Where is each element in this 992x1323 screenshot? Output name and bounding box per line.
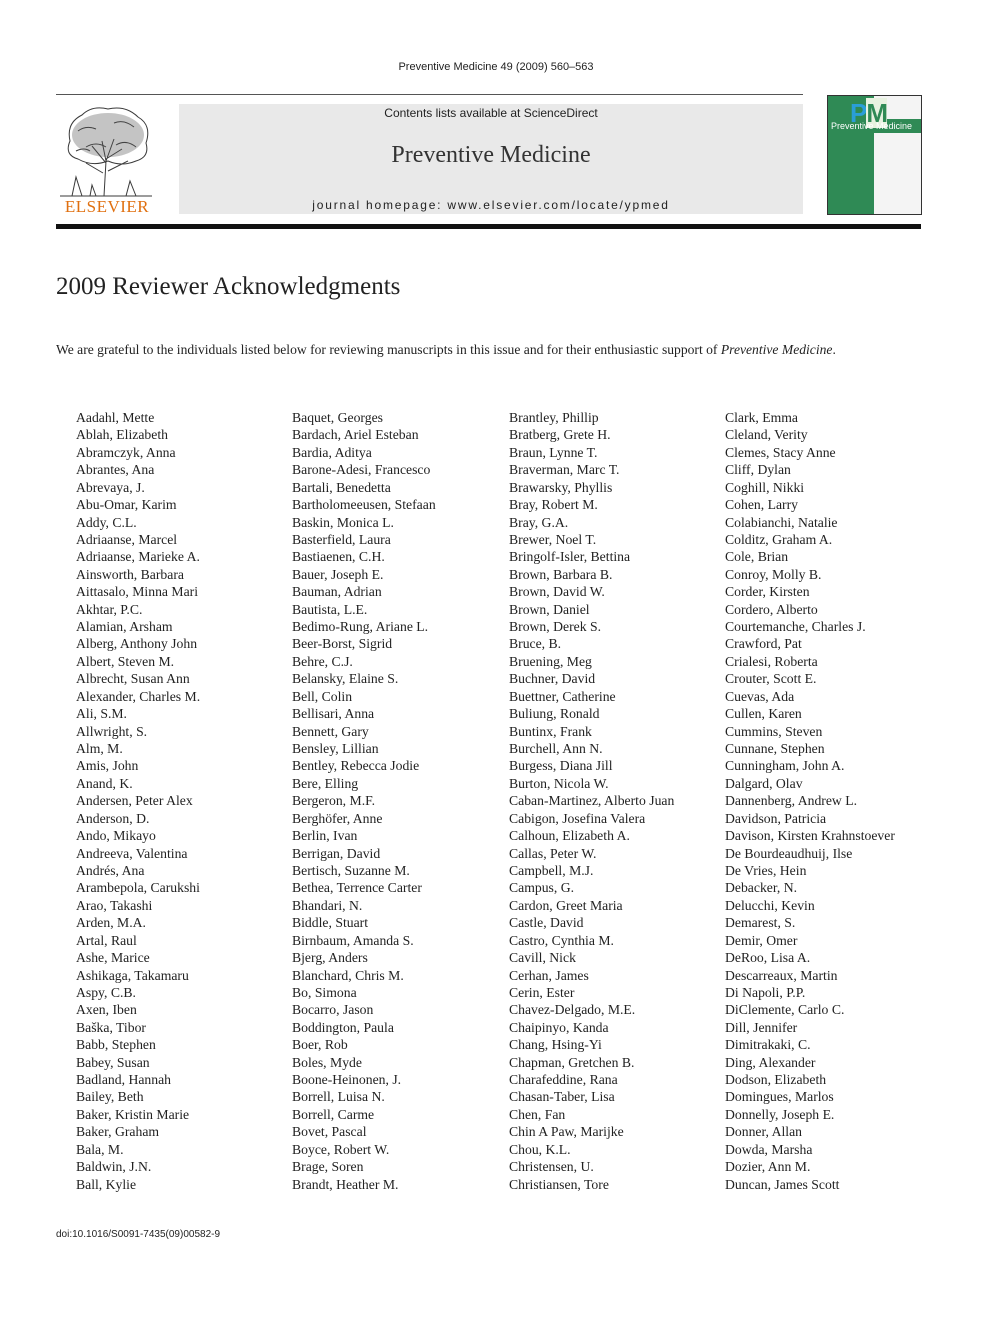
reviewer-name: Bellisari, Anna bbox=[292, 706, 375, 722]
reviewer-name: Bovet, Pascal bbox=[292, 1124, 367, 1140]
reviewer-name: Chou, K.L. bbox=[509, 1141, 571, 1157]
reviewer-name: Akhtar, P.C. bbox=[76, 601, 143, 617]
reviewer-name: Cordero, Alberto bbox=[725, 601, 818, 617]
reviewer-name: Dill, Jennifer bbox=[725, 1019, 798, 1035]
reviewer-name: Berlin, Ivan bbox=[292, 828, 358, 844]
reviewer-name: Chaipinyo, Kanda bbox=[509, 1019, 609, 1035]
reviewer-name: Anderson, D. bbox=[76, 810, 150, 826]
reviewer-name: Bruce, B. bbox=[509, 636, 562, 652]
reviewer-name: Bocarro, Jason bbox=[292, 1002, 374, 1018]
reviewer-column-2 bbox=[292, 409, 436, 1193]
reviewer-column-4 bbox=[725, 409, 895, 1193]
reviewer-name: Baška, Tibor bbox=[76, 1019, 146, 1035]
reviewer-name: De Vries, Hein bbox=[725, 862, 807, 878]
reviewer-name: Brewer, Noel T. bbox=[509, 531, 597, 547]
reviewer-name: Chavez-Delgado, M.E. bbox=[509, 1002, 636, 1018]
cover-pm-monogram: PM bbox=[850, 98, 888, 128]
header-top-rule bbox=[56, 94, 803, 95]
reviewer-name: Chang, Hsing-Yi bbox=[509, 1037, 602, 1053]
reviewer-name: Campbell, M.J. bbox=[509, 862, 594, 878]
reviewer-name: Artal, Raul bbox=[76, 932, 137, 948]
reviewer-name: Berghöfer, Anne bbox=[292, 810, 383, 826]
reviewer-name: Boyce, Robert W. bbox=[292, 1141, 390, 1157]
reviewer-name: Addy, C.L. bbox=[76, 514, 137, 530]
reviewer-name: Alexander, Charles M. bbox=[76, 688, 201, 704]
reviewer-name: Boles, Myde bbox=[292, 1054, 362, 1070]
reviewer-name: Cummins, Steven bbox=[725, 723, 823, 739]
reviewer-name: Christensen, U. bbox=[509, 1159, 594, 1175]
reviewer-name: Crouter, Scott E. bbox=[725, 671, 817, 687]
reviewer-name: Cunnane, Stephen bbox=[725, 741, 825, 757]
reviewer-name: Bautista, L.E. bbox=[292, 601, 368, 617]
reviewer-name: Cliff, Dylan bbox=[725, 462, 791, 478]
intro-paragraph bbox=[56, 342, 936, 358]
reviewer-name: Donnelly, Joseph E. bbox=[725, 1106, 835, 1122]
reviewer-name: Bergeron, M.F. bbox=[292, 793, 376, 809]
reviewer-name: Arden, M.A. bbox=[76, 915, 146, 931]
reviewer-name: Bardach, Ariel Esteban bbox=[292, 427, 419, 443]
reviewer-name: Chasan-Taber, Lisa bbox=[509, 1089, 615, 1105]
reviewer-column-3 bbox=[509, 409, 674, 1193]
reviewer-name: Corder, Kirsten bbox=[725, 584, 810, 600]
reviewer-name: Dodson, Elizabeth bbox=[725, 1072, 827, 1088]
reviewer-name: Buntinx, Frank bbox=[509, 723, 592, 739]
intro-end: . bbox=[832, 342, 836, 357]
reviewer-name: Ablah, Elizabeth bbox=[76, 427, 168, 443]
intro-journal-name: Preventive Medicine bbox=[720, 342, 833, 357]
reviewer-name: Chen, Fan bbox=[509, 1106, 566, 1122]
reviewer-name: Babey, Susan bbox=[76, 1054, 150, 1070]
cover-journal-name: Preventive Medicine bbox=[831, 121, 913, 131]
reviewer-name: Ball, Kylie bbox=[76, 1176, 137, 1192]
reviewer-name: Cleland, Verity bbox=[725, 427, 808, 443]
reviewer-name: Cardon, Greet Maria bbox=[509, 897, 623, 913]
reviewer-name: Bailey, Beth bbox=[76, 1089, 144, 1105]
journal-masthead bbox=[179, 104, 803, 214]
reviewer-name: Brage, Soren bbox=[292, 1159, 364, 1175]
reviewer-name: Andrés, Ana bbox=[76, 862, 145, 878]
reviewer-name: Dowda, Marsha bbox=[725, 1141, 813, 1157]
reviewer-name: Alberg, Anthony John bbox=[76, 636, 198, 652]
reviewer-name: Castle, David bbox=[509, 915, 584, 931]
reviewer-name: Bedimo-Rung, Ariane L. bbox=[292, 619, 429, 635]
reviewer-name: Abrantes, Ana bbox=[76, 462, 155, 478]
reviewer-name: Baker, Graham bbox=[76, 1124, 160, 1140]
reviewer-name: Badland, Hannah bbox=[76, 1072, 172, 1088]
reviewer-name: Boer, Rob bbox=[292, 1037, 348, 1053]
reviewer-name: Chapman, Gretchen B. bbox=[509, 1054, 635, 1070]
reviewer-name: Ashe, Marice bbox=[76, 950, 150, 966]
reviewer-name: Brandt, Heather M. bbox=[292, 1176, 399, 1192]
reviewer-name: Dannenberg, Andrew L. bbox=[725, 793, 858, 809]
reviewer-name: Beer-Borst, Sigrid bbox=[292, 636, 393, 652]
reviewer-name: Bray, Robert M. bbox=[509, 497, 598, 513]
reviewer-name: Cavill, Nick bbox=[509, 950, 576, 966]
reviewer-name: Alm, M. bbox=[76, 741, 123, 757]
reviewer-name: Clark, Emma bbox=[725, 410, 798, 425]
reviewer-name: Bringolf-Isler, Bettina bbox=[509, 549, 631, 565]
reviewer-name: Callas, Peter W. bbox=[509, 845, 597, 861]
reviewer-name: DeRoo, Lisa A. bbox=[725, 950, 811, 966]
reviewer-name: Borrell, Luisa N. bbox=[292, 1089, 385, 1105]
reviewer-name: Donner, Allan bbox=[725, 1124, 802, 1140]
reviewer-name: Dalgard, Olav bbox=[725, 775, 803, 791]
reviewer-name: Ando, Mikayo bbox=[76, 828, 156, 844]
reviewer-name: Aspy, C.B. bbox=[76, 984, 136, 1000]
reviewer-name: Braverman, Marc T. bbox=[509, 462, 620, 478]
reviewer-name: Cabigon, Josefina Valera bbox=[509, 810, 646, 826]
reviewer-name: Behre, C.J. bbox=[292, 653, 353, 669]
reviewer-name: Abramczyk, Anna bbox=[76, 444, 176, 460]
reviewer-name: Cerin, Ester bbox=[509, 984, 575, 1000]
reviewer-name: Bartholomeeusen, Stefaan bbox=[292, 497, 436, 513]
reviewer-name: Courtemanche, Charles J. bbox=[725, 619, 866, 635]
reviewer-name: Bere, Elling bbox=[292, 775, 359, 791]
reviewer-name: Bastiaenen, C.H. bbox=[292, 549, 385, 565]
reviewer-name: Abu-Omar, Karim bbox=[76, 497, 177, 513]
reviewer-name: Davidson, Patricia bbox=[725, 810, 827, 826]
reviewer-name: Brown, David W. bbox=[509, 584, 605, 600]
reviewer-name: Bethea, Terrence Carter bbox=[292, 880, 422, 896]
reviewer-name: Campus, G. bbox=[509, 880, 575, 896]
reviewer-name: Bauman, Adrian bbox=[292, 584, 382, 600]
reviewer-name: Di Napoli, P.P. bbox=[725, 984, 806, 1000]
reviewer-name: Ashikaga, Takamaru bbox=[76, 967, 189, 983]
intro-text: We are grateful to the individuals listed below for reviewing manuscripts in this issue and for their enthusiastic support of bbox=[56, 342, 721, 357]
reviewer-name: De Bourdeaudhuij, Ilse bbox=[725, 845, 853, 861]
reviewer-name: Cullen, Karen bbox=[725, 706, 802, 722]
reviewer-name: Bennett, Gary bbox=[292, 723, 369, 739]
reviewer-name: Birnbaum, Amanda S. bbox=[292, 932, 414, 948]
reviewer-name: Berrigan, David bbox=[292, 845, 381, 861]
reviewer-name: Buettner, Catherine bbox=[509, 688, 616, 704]
reviewer-name: Clemes, Stacy Anne bbox=[725, 444, 836, 460]
reviewer-name: Bala, M. bbox=[76, 1141, 124, 1157]
reviewer-name: Biddle, Stuart bbox=[292, 915, 369, 931]
reviewer-name: Baskin, Monica L. bbox=[292, 514, 394, 530]
reviewer-name: Bratberg, Grete H. bbox=[509, 427, 611, 443]
reviewer-name: Abrevaya, J. bbox=[76, 479, 145, 495]
reviewer-name: Braun, Lynne T. bbox=[509, 444, 598, 460]
reviewer-name: Christiansen, Tore bbox=[509, 1176, 609, 1192]
reviewer-name: Baquet, Georges bbox=[292, 410, 383, 425]
reviewer-name: Adriaanse, Marieke A. bbox=[76, 549, 200, 565]
reviewer-name: Dozier, Ann M. bbox=[725, 1159, 811, 1175]
reviewer-name: Davison, Kirsten Krahnstoever bbox=[725, 828, 895, 844]
reviewer-name: Basterfield, Laura bbox=[292, 531, 391, 547]
reviewer-name: Babb, Stephen bbox=[76, 1037, 156, 1053]
reviewer-name: Descarreaux, Martin bbox=[725, 967, 838, 983]
reviewer-name: Cohen, Larry bbox=[725, 497, 798, 513]
reviewer-name: Barone-Adesi, Francesco bbox=[292, 462, 431, 478]
reviewer-name: Burgess, Diana Jill bbox=[509, 758, 613, 774]
reviewer-name: Duncan, James Scott bbox=[725, 1176, 840, 1192]
reviewer-name: Bhandari, N. bbox=[292, 897, 363, 913]
reviewer-name: Adriaanse, Marcel bbox=[76, 531, 178, 547]
reviewer-name: Cole, Brian bbox=[725, 549, 789, 565]
reviewer-name: Amis, John bbox=[76, 758, 139, 774]
journal-title: Preventive Medicine bbox=[391, 142, 591, 168]
journal-cover-thumbnail bbox=[827, 95, 922, 215]
reviewer-name: Dimitrakaki, C. bbox=[725, 1037, 811, 1053]
reviewer-name: Bardia, Aditya bbox=[292, 444, 372, 460]
reviewer-name: Buchner, David bbox=[509, 671, 596, 687]
reviewer-name: Demarest, S. bbox=[725, 915, 796, 931]
contents-available-line: Contents lists available at ScienceDirect bbox=[384, 106, 598, 120]
reviewer-name: Borrell, Carme bbox=[292, 1106, 375, 1122]
header-thick-rule bbox=[56, 224, 921, 229]
journal-homepage: journal homepage: www.elsevier.com/locate/ypmed bbox=[312, 198, 670, 212]
reviewer-name: Colabianchi, Natalie bbox=[725, 514, 838, 530]
reviewer-name: Crawford, Pat bbox=[725, 636, 802, 652]
reviewer-name: Colditz, Graham A. bbox=[725, 531, 833, 547]
reviewer-name: Debacker, N. bbox=[725, 880, 798, 896]
reviewer-column-1 bbox=[76, 409, 200, 1193]
reviewer-name: Calhoun, Elizabeth A. bbox=[509, 828, 630, 844]
reviewer-name: Aadahl, Mette bbox=[76, 410, 155, 425]
reviewer-name: DiClemente, Carlo C. bbox=[725, 1002, 845, 1018]
reviewer-name: Buliung, Ronald bbox=[509, 706, 600, 722]
reviewer-name: Ding, Alexander bbox=[725, 1054, 816, 1070]
reviewer-name: Bell, Colin bbox=[292, 688, 353, 704]
reviewer-name: Brown, Barbara B. bbox=[509, 566, 613, 582]
reviewer-name: Baldwin, J.N. bbox=[76, 1159, 152, 1175]
reviewer-name: Delucchi, Kevin bbox=[725, 897, 815, 913]
reviewer-name: Domingues, Marlos bbox=[725, 1089, 834, 1105]
reviewer-name: Bentley, Rebecca Jodie bbox=[292, 758, 420, 774]
reviewer-name: Blanchard, Chris M. bbox=[292, 967, 404, 983]
reviewer-name: Andreeva, Valentina bbox=[76, 845, 188, 861]
reviewer-name: Andersen, Peter Alex bbox=[76, 793, 193, 809]
reviewer-name: Coghill, Nikki bbox=[725, 479, 805, 495]
reviewer-name: Chin A Paw, Marijke bbox=[509, 1124, 624, 1140]
reviewer-name: Bauer, Joseph E. bbox=[292, 566, 384, 582]
reviewer-name: Cuevas, Ada bbox=[725, 688, 795, 704]
reviewer-name: Boddington, Paula bbox=[292, 1019, 394, 1035]
reviewer-name: Bensley, Lillian bbox=[292, 741, 379, 757]
reviewer-name: Brantley, Phillip bbox=[509, 410, 599, 425]
reviewer-name: Crialesi, Roberta bbox=[725, 653, 818, 669]
journal-citation: Preventive Medicine 49 (2009) 560–563 bbox=[398, 61, 594, 73]
reviewer-name: Ainsworth, Barbara bbox=[76, 566, 184, 582]
reviewer-name: Anand, K. bbox=[76, 775, 133, 791]
reviewer-name: Arao, Takashi bbox=[76, 897, 153, 913]
reviewer-name: Arambepola, Carukshi bbox=[76, 880, 200, 896]
reviewer-name: Ali, S.M. bbox=[76, 706, 127, 722]
reviewer-name: Alamian, Arsham bbox=[76, 619, 173, 635]
reviewer-name: Caban-Martinez, Alberto Juan bbox=[509, 793, 675, 809]
reviewer-name: Brown, Derek S. bbox=[509, 619, 601, 635]
reviewer-name: Allwright, S. bbox=[76, 723, 148, 739]
reviewer-name: Brawarsky, Phyllis bbox=[509, 479, 613, 495]
reviewer-name: Bo, Simona bbox=[292, 984, 357, 1000]
reviewer-name: Bjerg, Anders bbox=[292, 950, 368, 966]
reviewer-name: Demir, Omer bbox=[725, 932, 798, 948]
article-title: 2009 Reviewer Acknowledgments bbox=[56, 273, 401, 300]
reviewer-name: Belansky, Elaine S. bbox=[292, 671, 399, 687]
reviewer-name: Charafeddine, Rana bbox=[509, 1072, 618, 1088]
reviewer-name: Baker, Kristin Marie bbox=[76, 1106, 190, 1122]
doi-footer: doi:10.1016/S0091-7435(09)00582-9 bbox=[56, 1229, 221, 1240]
reviewer-name: Bray, G.A. bbox=[509, 514, 569, 530]
reviewer-name: Burton, Nicola W. bbox=[509, 775, 609, 791]
reviewer-name: Cerhan, James bbox=[509, 967, 589, 983]
reviewer-name: Boone-Heinonen, J. bbox=[292, 1072, 402, 1088]
reviewer-name: Conroy, Molly B. bbox=[725, 566, 822, 582]
reviewer-name: Albert, Steven M. bbox=[76, 653, 175, 669]
elsevier-wordmark: ELSEVIER bbox=[64, 197, 150, 216]
reviewer-name: Bertisch, Suzanne M. bbox=[292, 862, 410, 878]
reviewer-name: Cunningham, John A. bbox=[725, 758, 845, 774]
reviewer-name: Castro, Cynthia M. bbox=[509, 932, 614, 948]
reviewer-name: Aittasalo, Minna Mari bbox=[76, 584, 199, 600]
reviewer-name: Bartali, Benedetta bbox=[292, 479, 391, 495]
reviewer-name: Burchell, Ann N. bbox=[509, 741, 603, 757]
reviewer-name: Axen, Iben bbox=[76, 1002, 137, 1018]
reviewer-name: Albrecht, Susan Ann bbox=[76, 671, 190, 687]
reviewer-name: Bruening, Meg bbox=[509, 653, 592, 669]
reviewer-name: Brown, Daniel bbox=[509, 601, 590, 617]
